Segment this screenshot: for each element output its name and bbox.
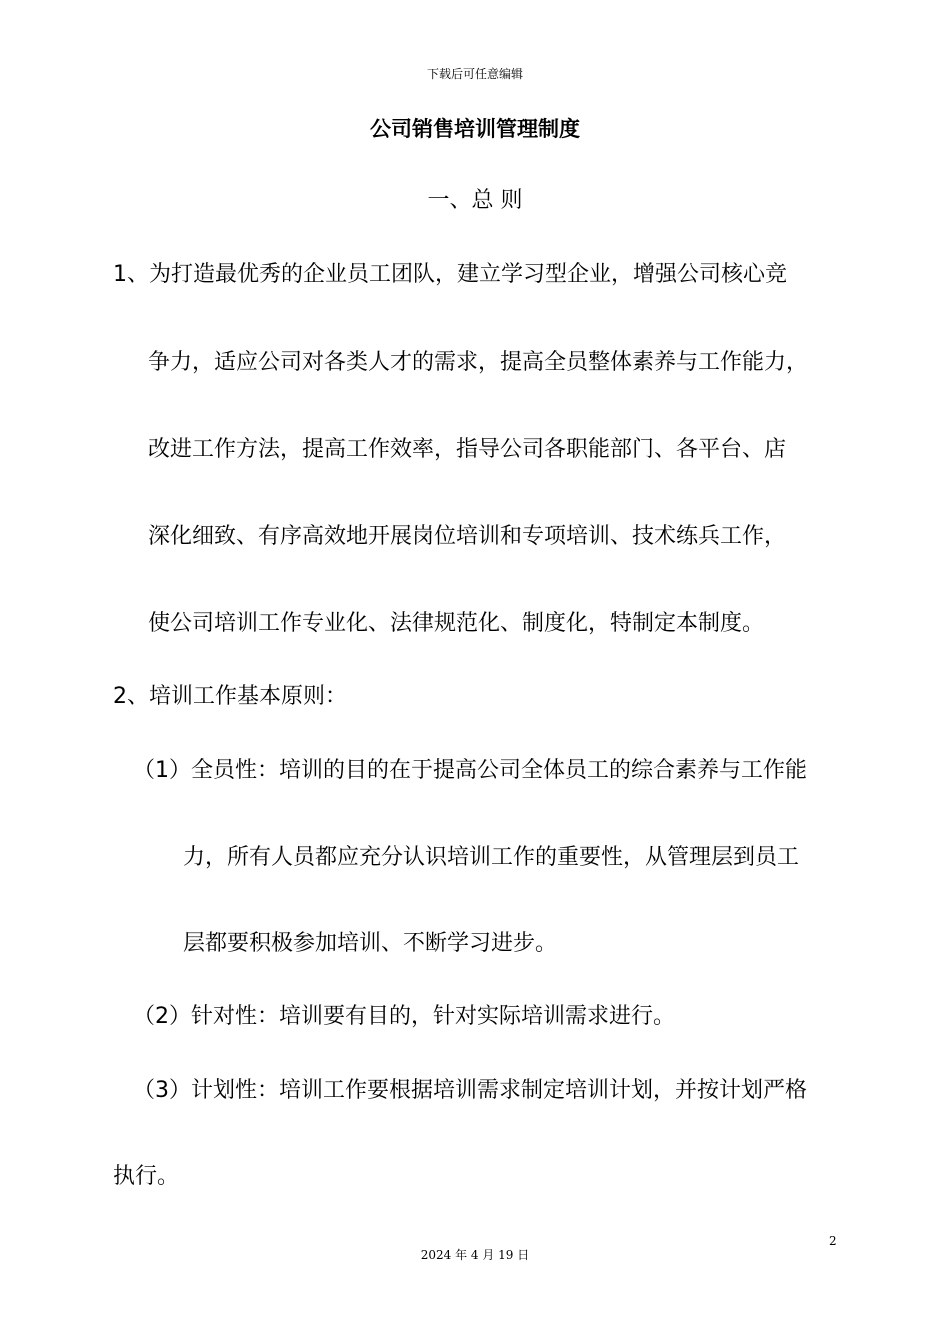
document-title: 公司销售培训管理制度 xyxy=(370,117,580,141)
footer-date: 2024 年 4 月 19 日 xyxy=(420,1248,530,1262)
principle-1-line-3: 层都要积极参加培训、不断学习进步。 xyxy=(183,931,558,956)
principle-3-line-2: 执行。 xyxy=(113,1164,180,1189)
paragraph-2-heading: 2、培训工作基本原则： xyxy=(113,684,347,709)
principle-2-line-1: （2）针对性：培训要有目的，针对实际培训需求进行。 xyxy=(133,1004,675,1029)
section-title: 一、总 则 xyxy=(427,188,523,213)
paragraph-1-line-2: 争力，适应公司对各类人才的需求，提高全员整体素养与工作能力， xyxy=(148,350,809,375)
paragraph-1-line-3: 改进工作方法，提高工作效率，指导公司各职能部门、各平台、店 xyxy=(148,437,787,462)
paragraph-1-line-1: 1、为打造最优秀的企业员工团队，建立学习型企业，增强公司核心竞 xyxy=(113,262,787,287)
paragraph-1-line-4: 深化细致、有序高效地开展岗位培训和专项培训、技术练兵工作， xyxy=(148,524,787,549)
page-number: 2 xyxy=(829,1234,837,1248)
principle-3-line-1: （3）计划性：培训工作要根据培训需求制定培训计划，并按计划严格 xyxy=(133,1078,807,1103)
paragraph-1-line-5: 使公司培训工作专业化、法律规范化、制度化，特制定本制度。 xyxy=(148,611,765,636)
principle-1-line-1: （1）全员性：培训的目的在于提高公司全体员工的综合素养与工作能 xyxy=(133,758,807,783)
header-note: 下载后可任意编辑 xyxy=(426,67,523,81)
principle-1-line-2: 力，所有人员都应充分认识培训工作的重要性，从管理层到员工 xyxy=(183,845,800,870)
